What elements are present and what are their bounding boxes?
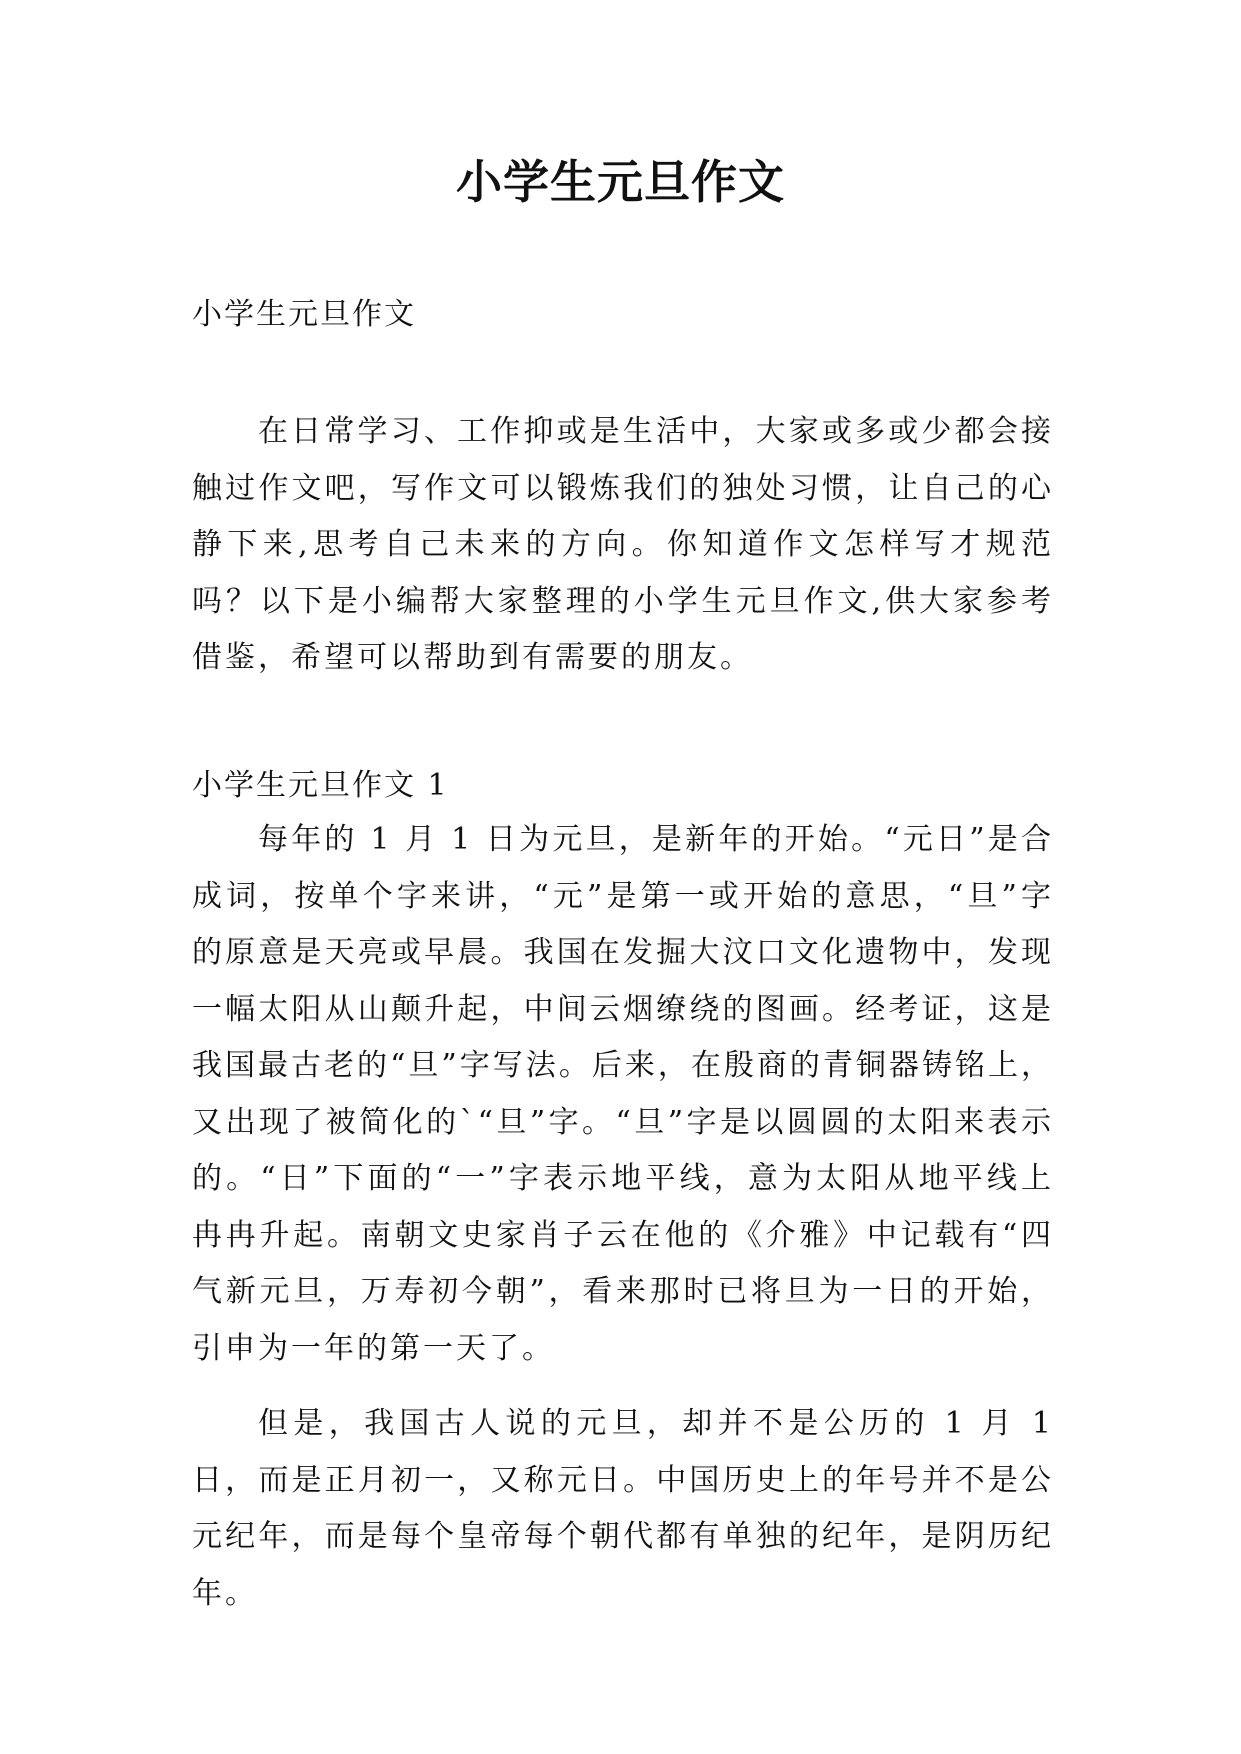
body-paragraph-2: 但是，我国古人说的元旦，却并不是公历的 1 月 1 日，而是正月初一，又称元日。中国历史上的年号并不是公元纪年，而是每个皇帝每个朝代都有单独的纪年，是阴历纪年。 [192,1406,1054,1611]
body-paragraph-1: 每年的 1 月 1 日为元旦，是新年的开始。“元日”是合成词，按单个字来讲，“元”是第一或开始的意思，“旦”字的原意是天亮或早晨。我国在发掘大汶口文化遗物中，发现一幅太阳从山颠升起，中间云烟缭绕的图画。经考证，这是我国最古老的“旦”字写法。后来，在殷商的青铜器铸铭上，又出现了被简化的`“旦”字。“旦”字是以圆圆的太阳来表示的。“日”下面的“一”字表示地平线，意为太阳从地平线上冉冉升起。南朝文史家肖子云在他的《介雅》中记载有“四气新元旦，万寿初今朝”，看来那时已将旦为一日的开始，引申为一年的第一天了。 [192,822,1054,1366]
section-heading: 小学生元旦作文 1 [192,768,449,803]
intro-paragraph: 在日常学习、工作抑或是生活中，大家或多或少都会接触过作文吧，写作文可以锻炼我们的独处习惯，让自己的心静下来,思考自己未来的方向。你知道作文怎样写才规范吗？以下是小编帮大家整理的小学生元旦作文,供大家参考借鉴，希望可以帮助到有需要的朋友。 [192,414,1054,675]
document-title: 小学生元旦作文 [456,155,785,209]
document-subtitle: 小学生元旦作文 [192,297,416,332]
